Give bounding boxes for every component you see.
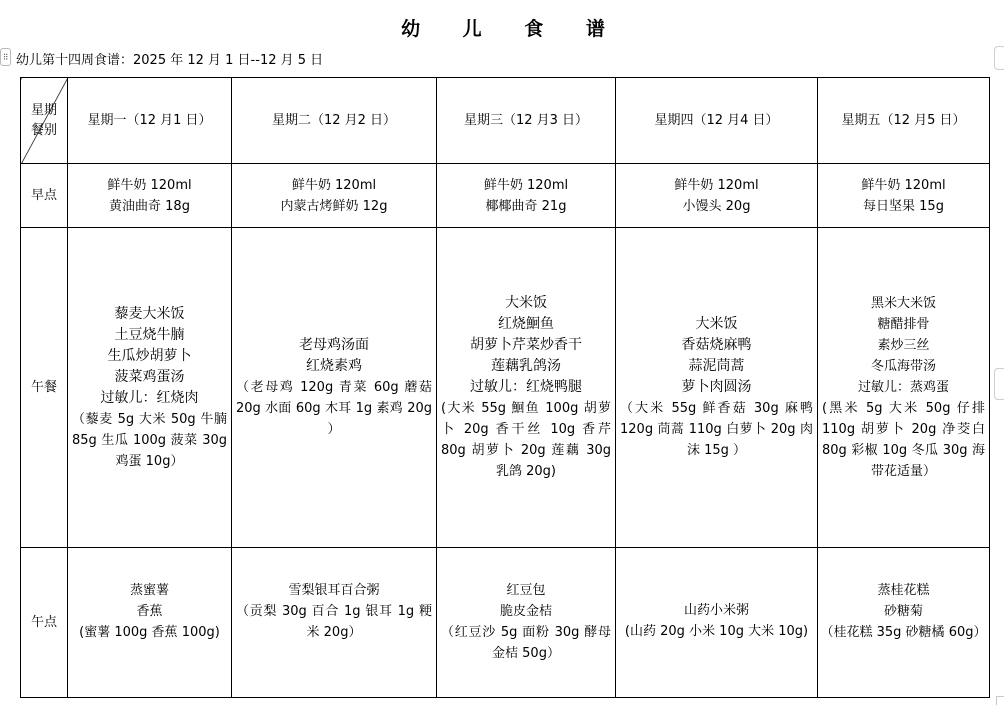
ingredient-detail: （桂花糕 35g 砂糖橘 60g） [820,625,987,640]
ingredient-detail: （藜麦 5g 大米 50g 牛腩 85g 生瓜 100g 菠菜 30g 鸡蛋 10g） [72,411,227,469]
menu-item: 过敏儿：红烧肉 [100,389,199,406]
breakfast-tuesday [232,164,437,228]
ingredient-detail: （红豆沙 5g 面粉 30g 酵母金桔 50g） [441,625,611,661]
breakfast-friday [818,164,990,228]
corner-header-week: 星期 [30,102,57,118]
menu-item: 鲜牛奶 120ml [483,177,569,193]
menu-item: 萝卜肉圆汤 [681,379,752,395]
ingredient-detail: （大米 55g 鲜香菇 30g 麻鸭 120g 茼蒿 110g 白萝卜 20g 肉沫 15g ） [620,401,813,458]
menu-item: 生瓜炒胡萝卜 [107,347,192,364]
menu-item: 土豆烧牛腩 [114,326,185,343]
meal-label-breakfast: 早点 [21,164,68,228]
menu-item: 藜麦大米饭 [114,305,185,322]
corner-header-cell [21,78,68,164]
meal-label-afternoon-snack: 午点 [21,548,68,698]
menu-item: 大米饭 [505,295,547,311]
ingredient-detail: (大米 55g 鮰鱼 100g 胡萝卜 20g 香干丝 10g 香芹 80g 胡萝卜 20g 莲藕 30g 乳鸽 20g) [441,401,611,479]
menu-item: 香菇烧麻鸭 [681,337,752,353]
menu-item: 大米饭 [695,316,738,332]
snack-thursday [616,548,818,698]
day-header-friday: 星期五（12 月5 日） [818,78,990,164]
corner-header-meal: 餐别 [30,122,57,138]
lunch-tuesday [232,228,437,548]
snack-wednesday [437,548,616,698]
table-row-breakfast [21,164,990,228]
menu-item: 糖醋排骨 [877,317,930,332]
day-header-monday: 星期一（12 月1 日） [68,78,232,164]
menu-item: 蒸桂花糕 [877,583,930,598]
menu-item: 素炒三丝 [877,338,930,353]
menu-item: 香蕉 [136,604,163,619]
snack-monday [68,548,232,698]
lunch-friday [818,228,990,548]
ingredient-detail: （贡梨 30g 百合 1g 银耳 1g 粳米 20g） [236,604,432,640]
ingredient-detail: (蜜薯 100g 香蕉 100g) [79,625,220,640]
day-header-tuesday: 星期二（12 月2 日） [232,78,437,164]
menu-item: 菠菜鸡蛋汤 [114,368,185,385]
page-title: 幼 儿 食 谱 [401,18,623,40]
menu-item: 山药小米粥 [683,603,749,618]
menu-item: 胡萝卜芹菜炒香干 [470,337,582,353]
menu-item: 脆皮金桔 [499,604,552,619]
menu-item: 过敏儿：蒸鸡蛋 [857,380,949,395]
menu-table [20,77,990,698]
side-scroll-handle[interactable] [994,368,1004,400]
menu-item: 小馒头 20g [682,198,751,214]
menu-item: 红烧素鸡 [306,358,362,374]
ingredient-detail: (山药 20g 小米 10g 大米 10g) [624,624,809,639]
meal-label-lunch: 午餐 [21,228,68,548]
lunch-thursday [616,228,818,548]
snack-friday [818,548,990,698]
side-panel-toggle[interactable] [994,46,1004,70]
menu-item: 黄油曲奇 18g [109,198,190,214]
breakfast-thursday [616,164,818,228]
table-row-lunch [21,228,990,548]
page-corner-mark [996,696,1004,705]
menu-subtitle: 幼儿第十四周食谱：2025 年 12 月 1 日--12 月 5 日 [16,53,324,68]
header-row [21,78,990,164]
menu-item: 老母鸡汤面 [299,337,369,353]
menu-item: 鲜牛奶 120ml [674,177,759,193]
table-row-afternoon-snack [21,548,990,698]
menu-item: 内蒙古烤鲜奶 12g [280,198,388,214]
ingredient-detail: （老母鸡 120g 青菜 60g 蘑菇 20g 水面 60g 木耳 1g 素鸡 20g ） [236,380,432,437]
snack-tuesday [232,548,437,698]
menu-item: 蒜泥茼蒿 [688,358,745,374]
menu-item: 红烧鮰鱼 [498,316,554,332]
ingredient-detail: (黑米 5g 大米 50g 仔排 110g 胡萝卜 20g 净茭白 80g 彩椒 10g 冬瓜 30g 海带花适量） [822,401,985,479]
menu-item: 冬瓜海带汤 [870,359,936,374]
menu-item: 雪梨银耳百合粥 [288,583,380,598]
menu-item: 鲜牛奶 120ml [291,177,377,193]
menu-item: 黑米大米饭 [870,296,936,311]
lunch-wednesday [437,228,616,548]
lunch-monday [68,228,232,548]
table-move-handle-icon[interactable]: ⠿ [0,48,11,66]
day-header-thursday: 星期四（12 月4 日） [616,78,818,164]
menu-item: 红豆包 [506,583,546,598]
menu-item: 每日坚果 15g [863,198,944,214]
menu-item: 过敏儿：红烧鸭腿 [470,379,582,395]
day-header-wednesday: 星期三（12 月3 日） [437,78,616,164]
menu-item: 椰椰曲奇 21g [485,198,567,214]
menu-item: 鲜牛奶 120ml [861,177,946,193]
breakfast-monday [68,164,232,228]
menu-item: 鲜牛奶 120ml [107,177,192,193]
menu-item: 莲藕乳鸽汤 [491,358,561,374]
breakfast-wednesday [437,164,616,228]
menu-item: 蒸蜜薯 [129,583,169,598]
menu-item: 砂糖菊 [883,604,923,619]
